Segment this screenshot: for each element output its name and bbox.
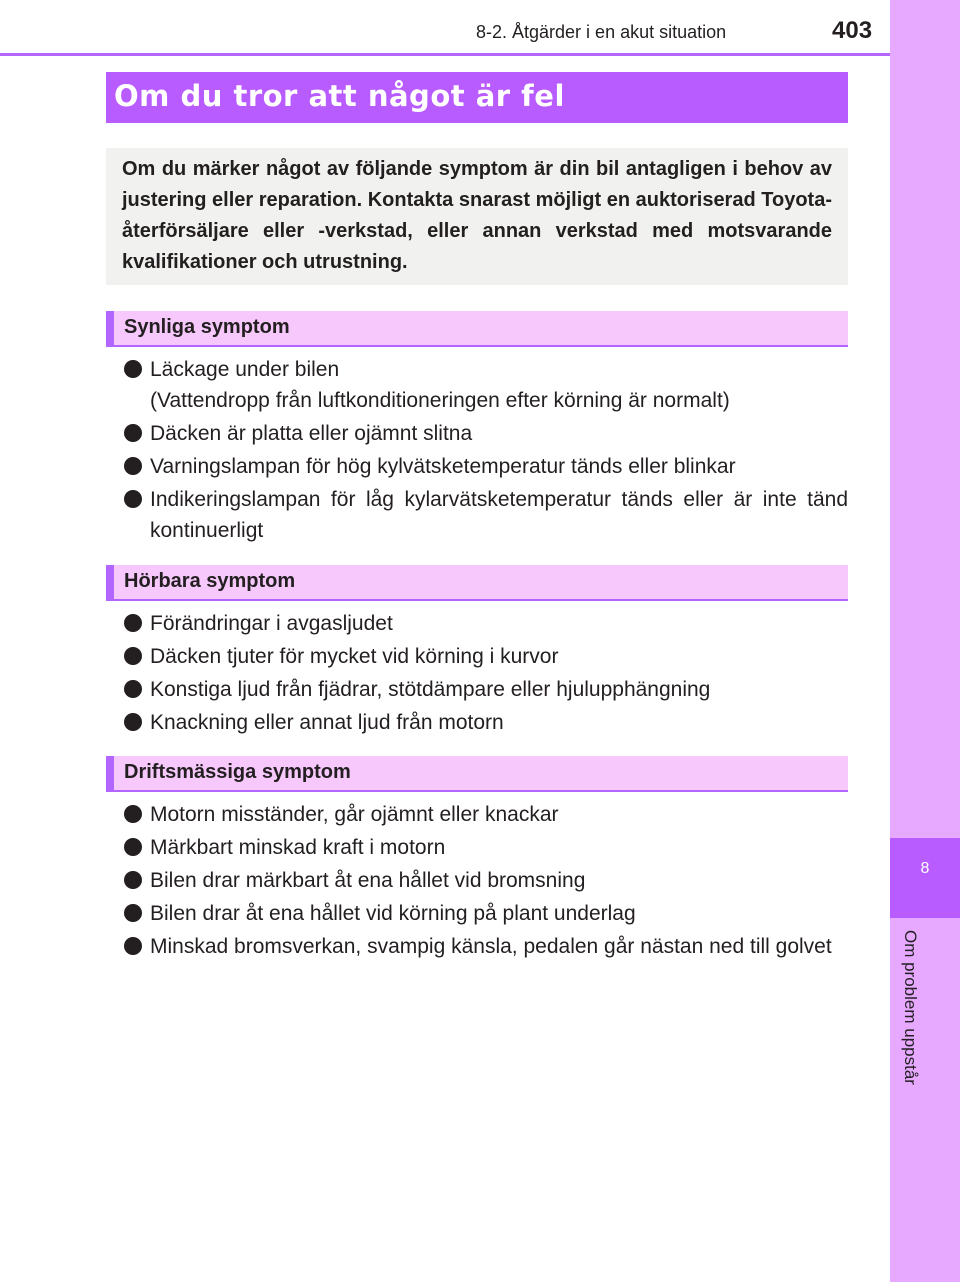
list-item-text: Knackning eller annat ljud från motorn [150, 711, 504, 734]
visible-symptoms-list [124, 354, 848, 548]
chapter-number-box [890, 838, 960, 918]
section-heading-audible [106, 565, 848, 601]
list-item-note: (Vattendropp från luftkonditioneringen efter körning är normalt) [150, 389, 730, 412]
list-item [124, 832, 848, 863]
list-item [124, 608, 848, 639]
bullet-icon [124, 871, 142, 889]
list-item-text: Bilen drar åt ena hållet vid körning på plant underlag [150, 902, 636, 925]
list-item [124, 641, 848, 672]
chapter-label: Om problem uppstår [901, 930, 920, 1085]
list-item-text: Däcken är platta eller ojämnt slitna [150, 422, 473, 445]
header-section-title: 8-2. Åtgärder i en akut situation [476, 22, 727, 42]
bullet-icon [124, 838, 142, 856]
bullet-icon [124, 490, 142, 508]
list-item-text: Märkbart minskad kraft i motorn [150, 836, 446, 859]
bullet-icon [124, 680, 142, 698]
list-item [124, 451, 848, 482]
list-item [124, 418, 848, 449]
bullet-icon [124, 647, 142, 665]
chapter-side-tab [890, 0, 960, 1282]
list-item-text: Minskad bromsverkan, svampig känsla, pedalen går nästan ned till golvet [150, 935, 832, 958]
bullet-icon [124, 713, 142, 731]
list-item-text: Konstiga ljud från fjädrar, stötdämpare eller hjulupphängning [150, 678, 711, 701]
list-item-text: Läckage under bilen [150, 358, 340, 381]
list-item [124, 484, 848, 546]
list-item-text: Bilen drar märkbart åt ena hållet vid bromsning [150, 869, 586, 892]
section-heading-text: Synliga symptom [124, 316, 290, 338]
section-heading-visible [106, 311, 848, 347]
intro-box [106, 148, 848, 285]
list-item [124, 799, 848, 830]
section-heading-operational [106, 756, 848, 792]
audible-symptoms-list [124, 608, 848, 740]
bullet-icon [124, 805, 142, 823]
list-item [124, 707, 848, 738]
list-item-text: Förändringar i avgasljudet [150, 612, 393, 635]
section-heading-text: Driftsmässiga symptom [124, 761, 351, 783]
bullet-icon [124, 904, 142, 922]
bullet-icon [124, 424, 142, 442]
list-item [124, 865, 848, 896]
header-rule [0, 53, 890, 56]
bullet-icon [124, 614, 142, 632]
list-item-text: Motorn misständer, går ojämnt eller knackar [150, 803, 559, 826]
bullet-icon [124, 937, 142, 955]
list-item-text: Däcken tjuter för mycket vid körning i kurvor [150, 645, 559, 668]
list-item [124, 674, 848, 705]
list-item [124, 354, 848, 416]
intro-text: Om du märker något av följande symptom är din bil antagligen i behov av justering eller reparation. Kontakta snarast möjligt en auktoriserad Toyota-återförsäljare eller -verkstad, eller annan verkstad med motsvarande kvalifikationer och utrustning. [122, 158, 832, 273]
list-item-text: Indikeringslampan för låg kylarvätsketemperatur tänds eller är inte tänd kontinuerligt [150, 488, 848, 542]
page-title: Om du tror att något är fel [114, 79, 565, 113]
page-number: 403 [832, 17, 873, 44]
chapter-number: 8 [920, 860, 930, 877]
list-item [124, 898, 848, 929]
list-item-text: Varningslampan för hög kylvätsketemperatur tänds eller blinkar [150, 455, 736, 478]
section-heading-text: Hörbara symptom [124, 570, 296, 592]
bullet-icon [124, 457, 142, 475]
list-item [124, 931, 848, 962]
operational-symptoms-list [124, 799, 848, 964]
bullet-icon [124, 360, 142, 378]
